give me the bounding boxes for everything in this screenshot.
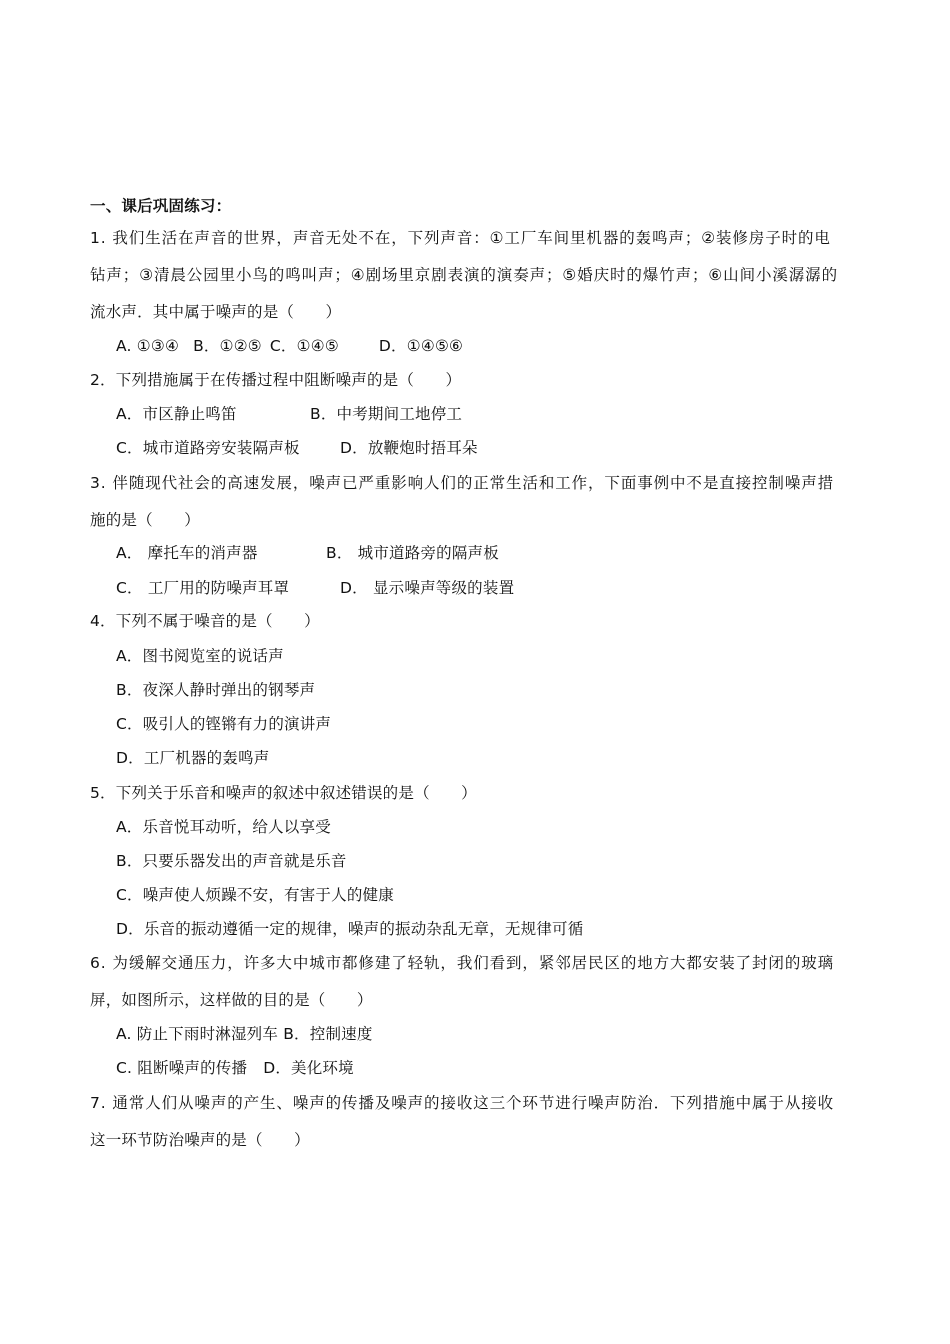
q1-stem-line-2: 钻声；③清晨公园里小鸟的鸣叫声；④剧场里京剧表演的演奏声；⑤婚庆时的爆竹声；⑥山间小溪潺潺的: [90, 266, 838, 284]
q2-option-a: A．市区静止鸣笛: [116, 405, 237, 423]
q1-option-c: C．①④⑤: [269, 337, 339, 355]
q6-options-row-2: [116, 1058, 354, 1078]
section-heading: 一、课后巩固练习：: [90, 197, 232, 215]
q5-option-b: B．只要乐器发出的声音就是乐音: [116, 852, 347, 870]
q3-option-d: D． 显示噪声等级的装置: [340, 579, 515, 597]
q6-stem-line-2: 屏，如图所示，这样做的目的是（ ）: [90, 991, 373, 1009]
q4-option-a: A．图书阅览室的说话声: [116, 647, 284, 665]
q5-option-d: D．乐音的振动遵循一定的规律，噪声的振动杂乱无章，无规律可循: [116, 920, 584, 938]
q3-option-a: A． 摩托车的消声器: [116, 544, 258, 562]
q5-option-a: A．乐音悦耳动听，给人以享受: [116, 818, 331, 836]
q3-stem-line-2: 施的是（ ）: [90, 511, 200, 529]
q3-options-row-1: [116, 543, 499, 563]
q6-options-row-1: A. 防止下雨时淋湿列车 B．控制速度: [116, 1025, 373, 1043]
q7-stem-line-2: 这一环节防治噪声的是（ ）: [90, 1131, 310, 1149]
q2-options-row-2: [116, 438, 478, 458]
q4-stem: 4．下列不属于噪音的是（ ）: [90, 612, 320, 630]
q1-stem-line-1: 1. 我们生活在声音的世界，声音无处不在，下列声音：①工厂车间里机器的轰鸣声；②装修房子时的电: [90, 229, 831, 247]
q3-options-row-2: [116, 578, 514, 598]
q3-option-b: B． 城市道路旁的隔声板: [326, 544, 499, 562]
q5-option-c: C．噪声使人烦躁不安，有害于人的健康: [116, 886, 394, 904]
q4-option-b: B．夜深人静时弹出的钢琴声: [116, 681, 316, 699]
q5-stem: 5．下列关于乐音和噪声的叙述中叙述错误的是（ ）: [90, 784, 477, 802]
q2-option-d: D．放鞭炮时捂耳朵: [340, 439, 478, 457]
q2-option-b: B．中考期间工地停工: [310, 405, 463, 423]
q4-option-c: C．吸引人的铿锵有力的演讲声: [116, 715, 332, 733]
q2-option-c: C．城市道路旁安装隔声板: [116, 439, 300, 457]
q6-option-c: C. 阻断噪声的传播: [116, 1059, 248, 1077]
q1-option-d: D．①④⑤⑥: [378, 337, 464, 355]
q1-options: [116, 336, 463, 356]
q1-stem-line-3: 流水声．其中属于噪声的是（ ）: [90, 303, 342, 321]
q6-stem-line-1: 6. 为缓解交通压力，许多大中城市都修建了轻轨，我们看到，紧邻居民区的地方大都安装了封闭的玻璃: [90, 954, 835, 972]
q3-option-c: C． 工厂用的防噪声耳罩: [116, 579, 290, 597]
q1-option-a: A. ①③④: [116, 337, 180, 355]
q2-stem: 2．下列措施属于在传播过程中阻断噪声的是（ ）: [90, 371, 462, 389]
q2-options-row-1: [116, 404, 462, 424]
q1-option-b: B．①②⑤: [193, 337, 262, 355]
q7-stem-line-1: 7. 通常人们从噪声的产生、噪声的传播及噪声的接收这三个环节进行噪声防治．下列措施中属于从接收: [90, 1094, 835, 1112]
q4-option-d: D．工厂机器的轰鸣声: [116, 749, 270, 767]
q3-stem-line-1: 3. 伴随现代社会的高速发展，噪声已严重影响人们的正常生活和工作，下面事例中不是直接控制噪声措: [90, 474, 835, 492]
q6-option-d: D．美化环境: [263, 1059, 354, 1077]
